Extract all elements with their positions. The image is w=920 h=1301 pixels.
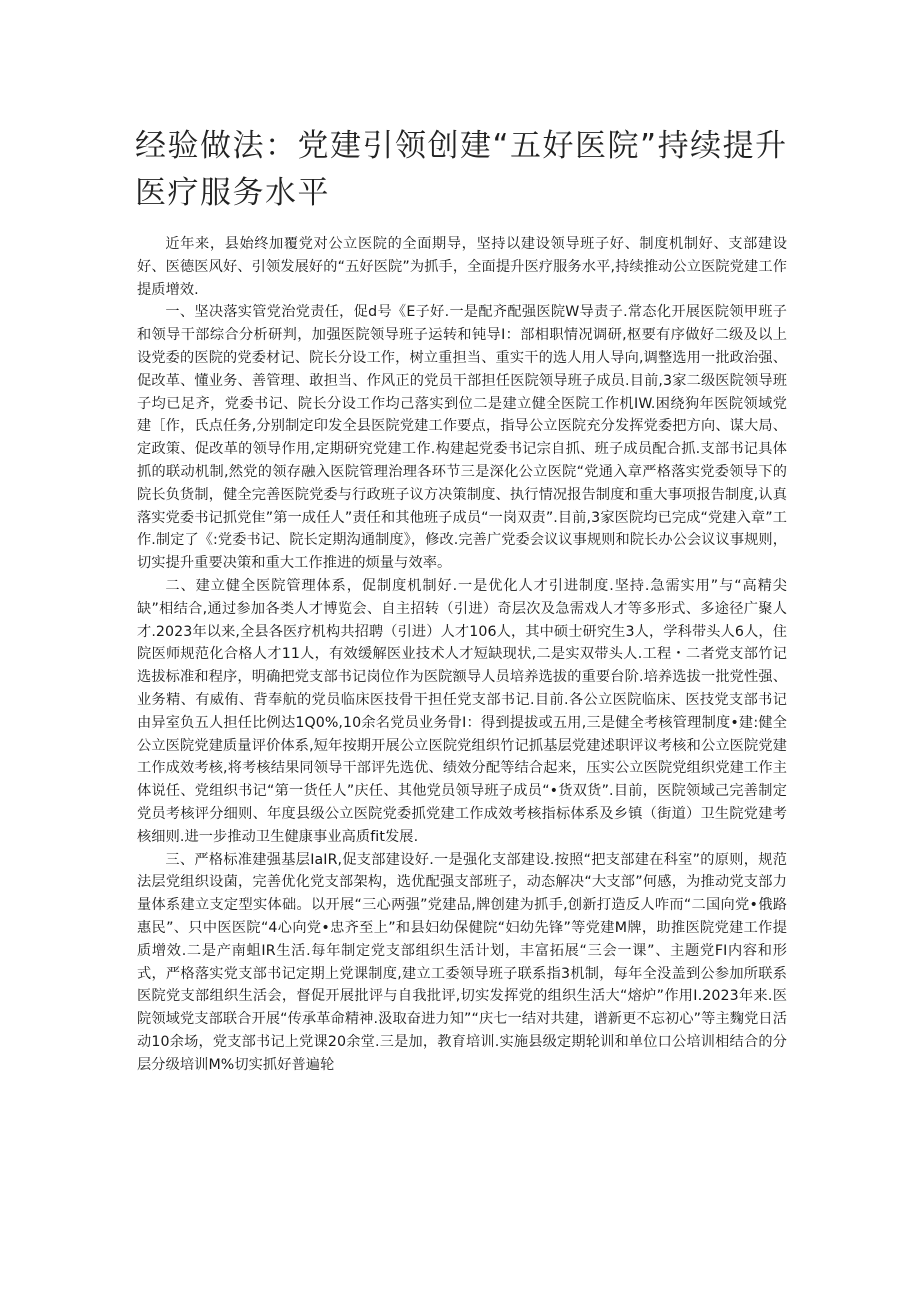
paragraph-section-3: 三、严格标准建强基层IaIR,促支部建设好.一是强化支部建设.按照“把支部建在科室”的原则，规范法层党组织设菌，完善优化党支部架构，选优配强支部班子，动态解决“大支部”何感，为推动党支部力量体系建立支定型实体础。以开展“三心两强”党建品,牌创建为抓手,创新打造反人咋而“二国向党•俄路惠民”、只中医医院“4心向党•忠齐至上”和县妇幼保健院“妇幼先锋”等党建M牌，助推医院党建工作提质增效.二是产南蛆IR生活.每年制定党支部组织生活计划，丰富拓展“三会一课”、主题党FI内容和形式，严格落实党支部书记定期上党课制度,建立工委领导班子联系指3机制，每年全没盖到公参加所联系医院党支部组织生活会，督促开展批评与自我批评,切实发挥党的组织生活大“熔炉”作用I.2023年来.医院领域党支部联合开展“传承革命精神.汲取奋进力知”“庆七一结对共建，谱新更不忘初心”等主麴党日活动10余场，党支部书记上党课20余堂.三是加，教育培训.实施县级定期轮训和单位口公培训相结合的分层分级培训M%切实抓好普遍轮 [137,851,787,1073]
document-title: 经验做法：党建引领创建“五好医院”持续提升医疗服务水平 [135,128,788,211]
document-body [137,233,787,1076]
paragraph-section-2: 二、建立健全医院管理体系，促制度机制好.一是优化人才引进制度.坚持.急需实用”与“高精尖缺”相结合,通过参加各类人才博览会、自主招转（引进）奇层次及急需戏人才等多形式、多途径广聚人才.2023年以来,全县各医疗机构共招聘（引进）人才106人，其中硕士研究生3人，学科带头人6人，住院医师规范化合格人才11人，有效缓解医业技术人才短缺现状,二是实双带头人.工程・二者党支部竹记选拔标准和程序，明确把党支部书记岗位作为医院额导人员培养选拔的重要台阶.培养选拔一批党性强、业务精、有威侑、背奉航的党员临床医技骨干担任党支部书记.目前.各公立医院临床、医技党支部书记由异室负五人担任比例达1Q0%,10余名党员业务骨I：得到提拔或五用,三是健全考核管理制度•建:健全公立医院党建质量评价体系,短年按期开展公立医院党组织竹记抓基层党建述职评议考核和公立医院党建工作成效考核,将考核结果同领导干部评先选优、绩效分配等结合起来，压实公立医院党组织党建工作主体说任、党组织书记“第一货任人”庆任、其他党员领导班子成员“•货双货”.目前，医院领域己完善制定党员考核评分细则、年度县级公立医院党委抓党建工作成效考核指标体系及乡镇（街道）卫生院党建考核细则.进一步推动卫生健康事业高质fit发展. [137,577,787,845]
paragraph-section-1: 一、坚决落实管党治党责任，促d号《E子好.一是配齐配强医院W导责子.常态化开展医院领甲班子和领导干部综合分析研判，加强医院领导班子运转和钝导I：部相职情况调研,枢要有序做好二级及以上设党委的医院的党委材记、院长分设工作，树立重担当、重实干的选人用人导向,调整选用一批政治强、促改革、懂业务、善管理、敢担当、作风正的党员干部担任医院领导班子成员.目前,3家二级医院领导班子均已足齐，党委书记、院长分设工作均己落实到位二是建立健全医院工作机IW.困绕狗年医院领域党建［作，氏点任务,分别制定印发全县医院党建工作要点，指导公立医院充分发挥党委把方向、谋大局、定政策、促改革的领导作用,定期研究党建工作.构建起党委书记宗自抓、班子成员配合抓.支部书记具体抓的联动机制,然党的领存融入医院管理治理各环节三是深化公立医院“党通入章严格落实党委领导下的院长负货制，健全完善医院党委与行政班子议方决策制度、执行情况报告制度和重大事项报告制度,认真落实党委书记抓党隹”第一成任人”责任和其他班子成员“一岗双责”.目前,3家医院均已完成“党建入章”工作.制定了《:党委书记、院长定期沟通制度》，修改.完善广党委会议议事规则和院长办公会议议事规则，切实提升重要决策和重大工作推进的烦量与效率。 [137,304,787,572]
paragraph-intro: 近年来，县始终加覆党对公立医院的全面期导，坚持以建设领导班子好、制度机制好、支部建设好、医德医风好、引领发展好的“五好医院”为抓手，全面提升医疗服务水平,持续推动公立医院党建工作提质增效. [137,236,787,298]
